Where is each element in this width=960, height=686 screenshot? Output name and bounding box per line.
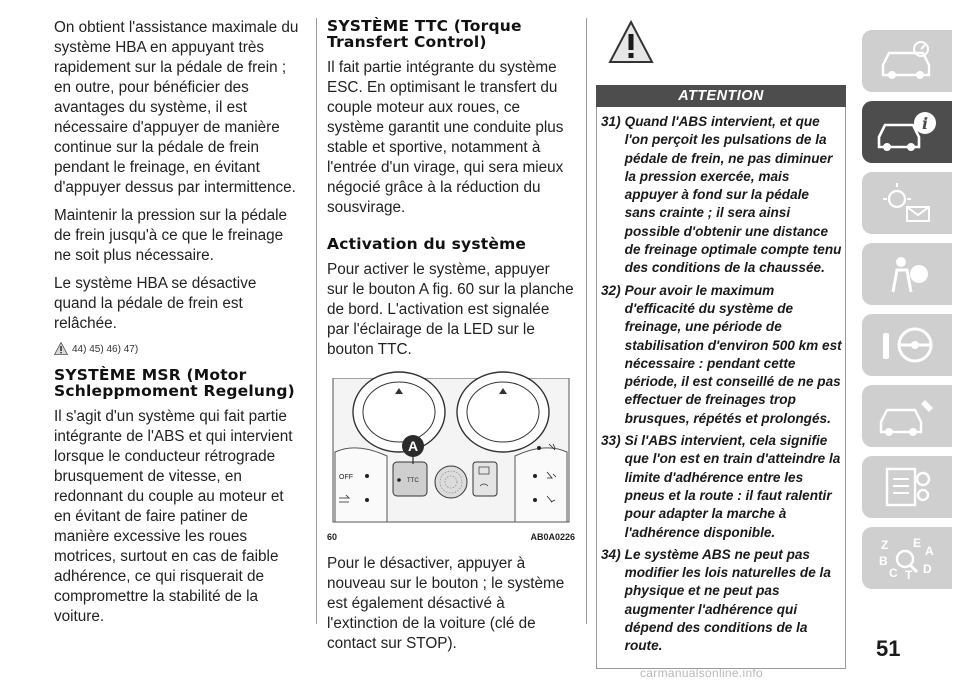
svg-text:C: C <box>889 566 898 580</box>
attention-item <box>601 432 843 542</box>
steering-wheel-icon <box>877 323 937 367</box>
ttc-button-label: TTC <box>407 478 419 484</box>
ttc-section-title: SYSTÈME TTC (Torque Transfert Control) <box>327 17 522 51</box>
msr-section-title: SYSTÈME MSR (Motor Schleppmoment Regelung) <box>54 366 295 400</box>
airbag-safety-icon <box>877 252 937 296</box>
tab-vehicle-info[interactable] <box>862 101 952 163</box>
column-middle <box>327 18 575 662</box>
activation-paragraph: Pour activer le système, appuyer sur le bouton A fig. 60 sur la planche de bord. L'activation est signalée par l'éclairage de la LED sur le bouton TTC. <box>327 261 574 358</box>
page-number: 51 <box>876 636 901 661</box>
attention-item-number: 34) <box>601 546 621 562</box>
attention-box <box>596 107 846 669</box>
tab-index[interactable] <box>862 527 952 589</box>
hba-paragraph-1: On obtient l'assistance maximale du système HBA en appuyant très rapidement sur la pédale de frein ; en outre, pour bénéficier des avantages du système, il est nécessaire d'appuyer de manière continue sur la pédale de frein pendant le freinage, en évitant d'appuyer dessus par intermittence. <box>54 19 299 196</box>
hba-paragraph-3: Le système HBA se désactive quand la pédale de frein est relâchée. <box>54 275 257 332</box>
warning-triangle-icon <box>54 342 68 355</box>
car-service-icon <box>877 394 937 438</box>
off-button-label: OFF <box>339 474 353 481</box>
svg-text:B: B <box>879 554 888 568</box>
figure-60 <box>327 370 575 542</box>
figure-number: 60 <box>327 532 338 542</box>
ttc-paragraph-1: Il fait partie intégrante du système ESC. En optimisant le transfert du couple moteur aux roues, ce système garantit une conduite plus stable et sportive, notamment à l'entrée d'un virage, qui sera mieux négocié grâce à la réduction du sousvirage. <box>327 59 564 216</box>
figure-caption <box>327 532 575 542</box>
warning-triangle-icon <box>608 20 654 74</box>
column-right <box>596 18 846 669</box>
tab-dashboard[interactable] <box>862 30 952 92</box>
svg-text:E: E <box>913 536 922 550</box>
tab-driving[interactable] <box>862 314 952 376</box>
hba-paragraph-2: Maintenir la pression sur la pédale de frein jusqu'à ce que le freinage ne soit plus nécessaire. <box>54 207 287 264</box>
attention-item <box>601 113 843 278</box>
svg-text:D: D <box>923 562 932 576</box>
figure-code: AB0A0226 <box>530 532 575 542</box>
car-info-icon <box>875 109 939 155</box>
car-dashboard-icon <box>877 39 937 83</box>
msr-paragraph: Il s'agit d'un système qui fait partie intégrante de l'ABS et qui intervient lorsque le conducteur rétrograde brusquement de vitesse, en redonnant du couple au moteur et en évitant de faire patiner de manière excessive les roues motrices, surtout en cas de faible adhérence, ce qui risquerait de compromettre la stabilité de la voiture. <box>54 408 293 625</box>
callout-letter: A <box>407 438 419 454</box>
warning-references <box>54 342 302 355</box>
reference-numbers: 44) 45) 46) 47) <box>72 344 139 355</box>
tab-safety[interactable] <box>862 243 952 305</box>
attention-item <box>601 282 843 428</box>
tech-data-icon <box>877 465 937 509</box>
attention-item <box>601 546 843 656</box>
svg-text:A: A <box>925 544 934 558</box>
ttc-led <box>397 478 401 482</box>
activation-title: Activation du système <box>327 235 527 253</box>
dashboard-controls-illustration <box>327 370 575 530</box>
tab-technical-data[interactable] <box>862 456 952 518</box>
attention-header: ATTENTION <box>596 85 846 107</box>
column-divider-1 <box>316 18 317 624</box>
column-left <box>54 18 302 635</box>
attention-item-number: 31) <box>601 114 621 129</box>
attention-item-text: Si l'ABS intervient, cela signifie que l'on est en train d'atteindre la limite d'adhérence entre les pneus et la route : il faut ralentir pour adapter la marche à l'adhérence disponible. <box>624 433 841 540</box>
deactivation-paragraph: Pour le désactiver, appuyer à nouveau sur le bouton ; le système est également désactivé à l'extinction de la voiture (clé de contact sur STOP). <box>327 555 565 652</box>
svg-text:Z: Z <box>881 538 889 552</box>
svg-text:i: i <box>921 114 929 133</box>
warning-lights-icon <box>877 181 937 225</box>
chapter-sidebar <box>862 30 952 598</box>
tab-maintenance[interactable] <box>862 385 952 447</box>
tab-warning-lights[interactable] <box>862 172 952 234</box>
watermark: carmanualsonline.info <box>640 666 764 680</box>
attention-item-text: Pour avoir le maximum d'efficacité du système de freinage, une période de stabilisation d'environ 500 km est nécessaire : pendant cette période, il est conseillé de ne pas effectuer de freinages trop brusques, répétés et prolongés. <box>624 282 842 426</box>
index-icon <box>875 533 939 583</box>
attention-item-number: 33) <box>601 433 621 449</box>
attention-item-text: Quand l'ABS intervient, et que l'on perçoit les pulsations de la pédale de frein, ne pas diminuer la pression exercée, mais appuyer à fond sur la pédale sans crainte ; il sera ainsi possible d'obtenir une distance de freinage optimale compte tenu des conditions de la chaussée. <box>624 114 842 276</box>
attention-item-number: 32) <box>601 282 621 298</box>
column-divider-2 <box>586 18 587 624</box>
svg-text:T: T <box>905 568 913 582</box>
attention-item-text: Le système ABS ne peut pas modifier les lois naturelles de la physique et ne peut pas augmenter l'adhérence qui dépend des conditions de la route. <box>624 546 831 654</box>
